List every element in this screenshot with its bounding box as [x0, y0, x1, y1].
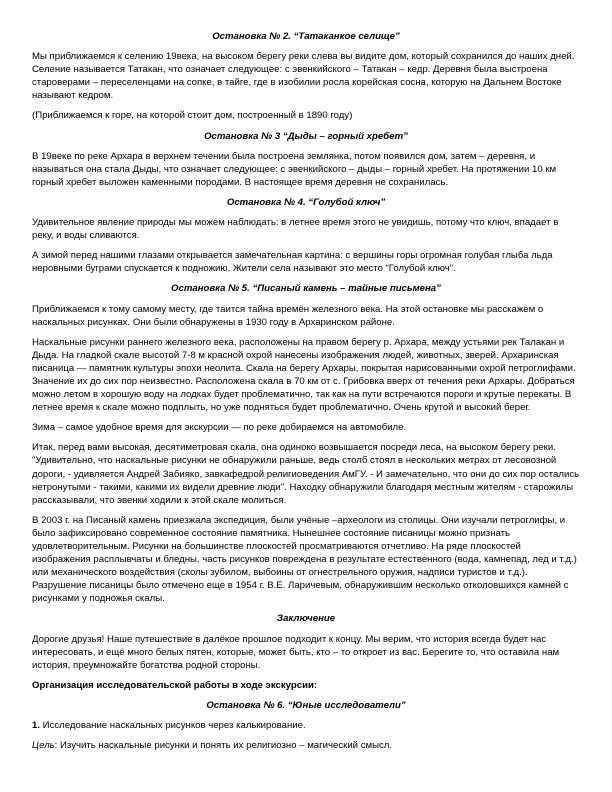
document-page — [32, 30, 580, 759]
stop6-heading: Остановка № 6. “Юные исследователи” — [206, 699, 406, 711]
stop5-paragraph-4: Итак, перед вами высокая, десятиметровая скала, она одиноко возвышается посреди леса, на высоком берегу реки. "Удивительно, что наскальные рисунки не обнаружили раньше, ведь столб стоял в нескольких метрах от лесовозной дороги, - удивляется Андрей Забияко, завкафедрой религиоведения АмГУ. - И замечательно, что они до сих пор остались нетронутыми - такими, какими их видели древние люди". Находку обнаружили благодаря местным жителям - старожилы рассказывали, что эвенки ходили к этой скале молиться. — [32, 442, 580, 506]
conclusion-paragraph: Дорогие друзья! Наше путешествие в далёкое прошлое подходит к концу. Мы верим, что история всегда будет нас интересовать, и ещё много белых пятен, которые, может быть, кто – то откроет из вас. Берегите то, что оставила нам история, преумножайте богатства родной стороны. — [32, 633, 560, 671]
stop5-paragraph-5: В 2003 г. на Писаный камень приезжала экспедиция, были учёные –археологи из столицы. Они изучали петроглифы, и было зафиксировано современное состояние памятника. Нынешнее состояние писаницы можно признать удовлетворительным. Рисунки на большинстве плоскостей просматриваются отчетливо. На ряде плоскостей изображения расплывчаты и бледны, часть рисунков повреждена в результате естественного (вода, камнепад, лед и т.д.) или механического воздействия (сколы зубилом, выбоины от огнестрельного оружия, надписи туристов и т.д.). Разрушение писаницы было отмечено еще в 1954 г. В.Е. Ларичевым, обнаружившим несколько отколовшихся камней с рисунками у подножья скалы. — [32, 514, 577, 605]
stop4-heading: Остановка № 4. “Голубой ключ” — [226, 196, 386, 208]
stop2-paragraph-1: Мы приближаемся к селению 19века, на высоком берегу реки слева вы видите дом, который сохранился до наших дней. Селение называется Татакан, что означает следующее: с эвенкийского – Татакан – кедр. Деревня была выстроена староверами – переселенцами на сопке, в тайге, где в изобилии росла корейская сосна, которую на Дальнем Востоке называют кедром. — [32, 51, 575, 102]
stop5-paragraph-2: Наскальные рисунки раннего железного века, расположены на правом берегу р. Архара, между устьями рек Талакан и Дыда. На гладкой скале высотой 7-8 м красной охрой нанесены изображения людей, животных, зверей. Архаринская писаница — памятник культуры эпохи неолита. Скала на берегу Архары, покрытая нарисованными охрой петроглифами. Значение их до сих пор неизвестно. Расположена скала в 70 км от с. Грибовка вверх от течения реки Архары. Добраться можно летом в хорошую воду на лодках будет проблематично, так как на пути встречаются пороги и крутые перекаты. В летнее время к скале можно подплыть, но уже подняться будет проблематично. Очень крутой и высокий берег. — [32, 336, 576, 414]
stop2-paragraph-2: (Приближаемся к горе, на которой стоит дом, построенный в 1890 году) — [32, 110, 353, 122]
conclusion-heading: Заключение — [276, 613, 336, 625]
stop3-heading: Остановка № 3 “Дыды – горный хребет” — [204, 130, 408, 142]
stop6-goal — [32, 739, 580, 752]
goal-text: : Изучить наскальные рисунки и понять их религиозно – магический смысл. — [54, 740, 393, 752]
stop4-paragraph-2: А зимой перед нашими глазами открывается замечательная картина: с вершины горы огромная голубая глыба льда неровными буграми спускается к подножию. Жители села называют это место “Голубой ключ”. — [32, 250, 553, 275]
stop5-paragraph-3: Зима – самое удобное время для экскурсии — по реке добираемся на автомобиле. — [32, 422, 407, 434]
stop5-heading: Остановка № 5. “Писаный камень – тайные письмена” — [171, 283, 441, 295]
stop6-list-item — [32, 719, 580, 732]
stop5-paragraph-1: Приближаемся к тому самому месту, где таится тайна времён железного века. На этой остановке мы расскажем о наскальных рисунках. Они были обнаружены в 1930 году в Архаринском районе. — [32, 303, 544, 328]
organization-heading: Организация исследовательской работы в ходе экскурсии: — [32, 679, 318, 691]
goal-label: Цель — [32, 740, 55, 752]
list-item-number: 1. — [32, 720, 41, 732]
stop3-paragraph-1: В 19веке по реке Архара в верхнем течении была построена землянка, потом появился дом, затем – деревня, и называться она стала Дыды, что означает следующее: с эвенкийского – дыды – горный хребет. На протяжении 10 км горный хребет выложен каменными породами. В настоящее время деревня не сохранилась. — [32, 150, 557, 188]
stop2-heading: Остановка № 2. “Татаканкое селище” — [212, 31, 400, 42]
stop4-paragraph-1: Удивительное явление природы мы можем наблюдать: в летнее время этого не увидишь, потому что ключ, впадает в реку, и воды сливаются. — [32, 217, 559, 242]
list-item-text: Исследование наскальных рисунков через калькирование. — [40, 720, 306, 732]
